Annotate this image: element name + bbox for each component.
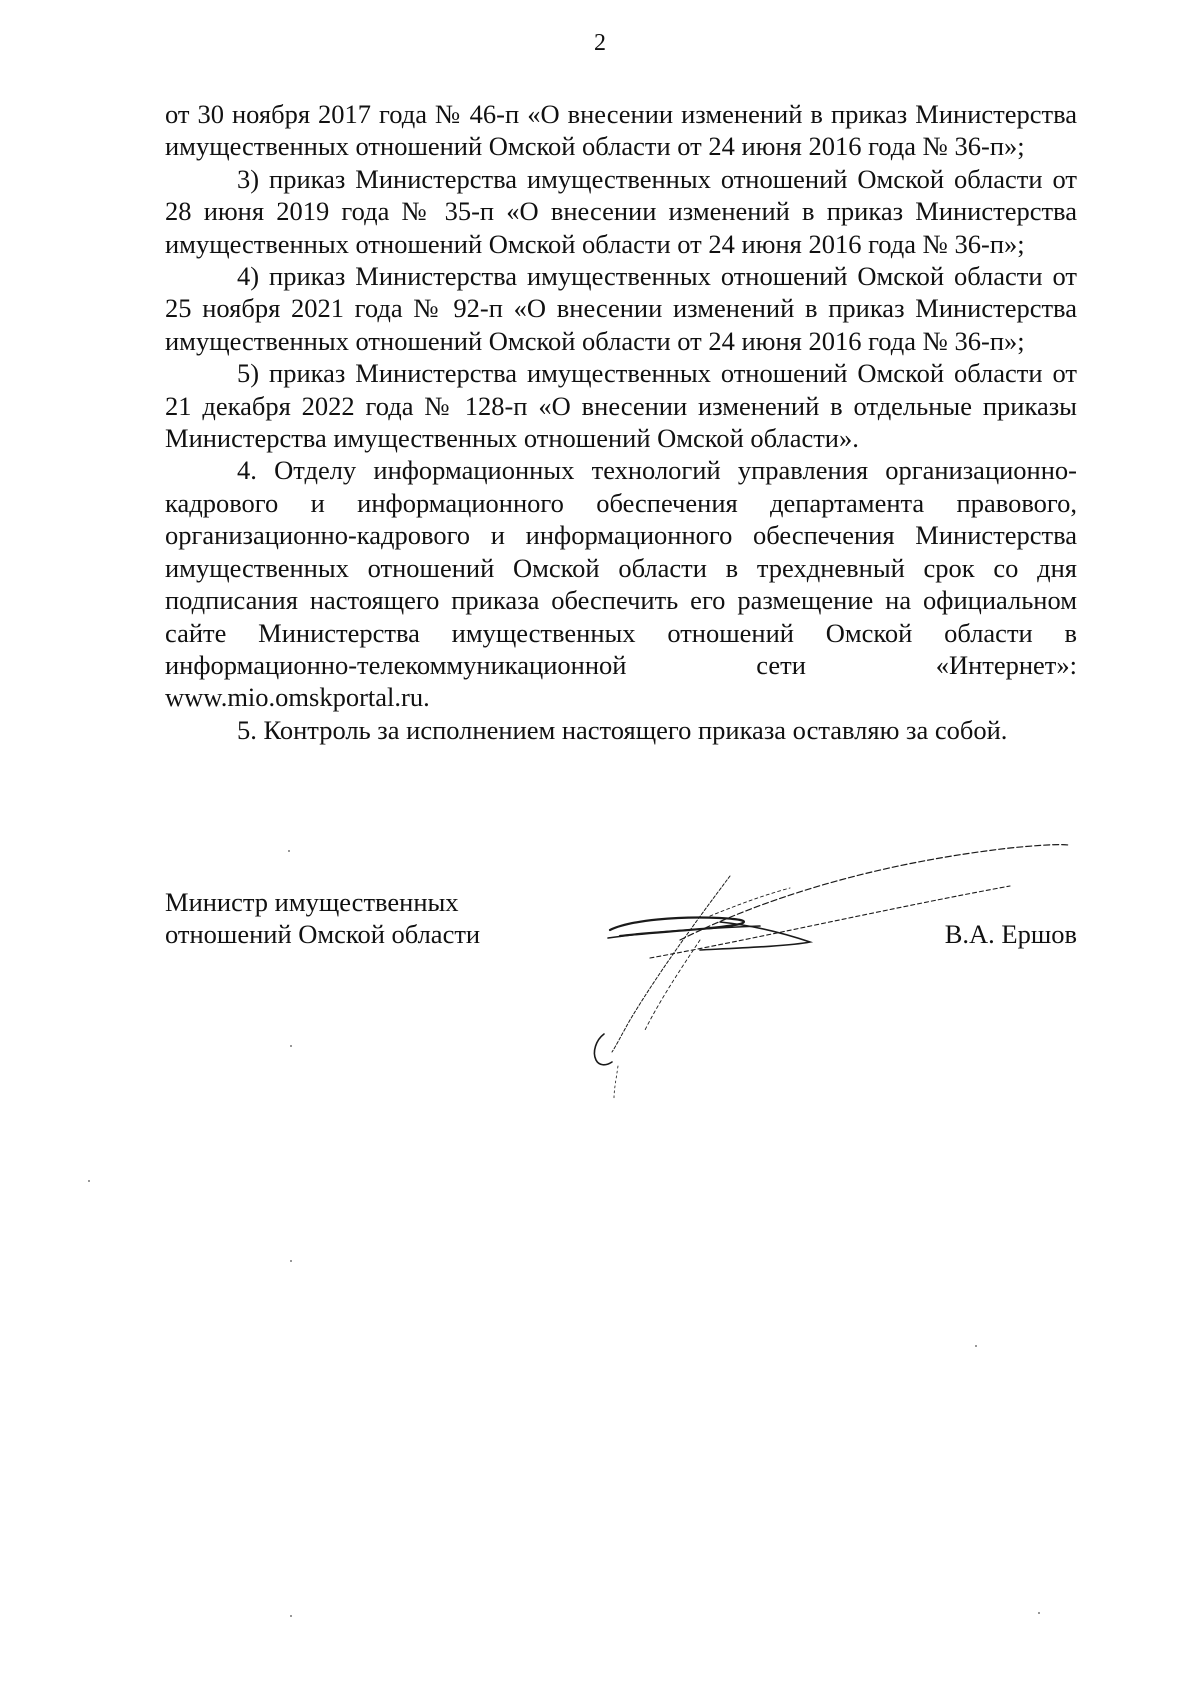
handwritten-signature [590, 820, 1120, 1100]
paragraph-clause-5: 5. Контроль за исполнением настоящего приказа оставляю за собой. [237, 714, 1008, 745]
document-body [165, 98, 1077, 746]
signature-block [165, 886, 1077, 951]
paragraph-item-5: 5) приказ Министерства имущественных отношений Омской области от 21 декабря 2022 года № 128-п «О внесении изменений в отдельные приказы Министерства имущественных отношений Омской области». [165, 358, 1077, 454]
scan-speck [975, 1345, 977, 1347]
signatory-title-line1: Министр имущественных [165, 887, 459, 917]
paragraph-continuation: от 30 ноября 2017 года № 46-п «О внесении изменений в приказ Министерства имущественных отношений Омской области от 24 июня 2016 года № 36-п»; [165, 99, 1077, 162]
signatory-title-line2: отношений Омской области [165, 919, 481, 950]
scan-speck [1038, 1612, 1040, 1614]
page-number: 2 [594, 30, 606, 56]
scan-speck [288, 850, 290, 852]
scan-speck [290, 1045, 292, 1047]
scan-speck [290, 1260, 292, 1262]
paragraph-item-3: 3) приказ Министерства имущественных отношений Омской области от 28 июня 2019 года № 35-п «О внесении изменений в приказ Министерства имущественных отношений Омской области от 24 июня 2016 года № 36-п»; [165, 163, 1077, 259]
scan-speck [290, 1615, 292, 1617]
paragraph-item-4: 4) приказ Министерства имущественных отношений Омской области от 25 ноября 2021 года № 92-п «О внесении изменений в приказ Министерства имущественных отношений Омской области от 24 июня 2016 года № 36-п»; [165, 261, 1077, 356]
signatory-name: В.А. Ершов [944, 919, 1077, 950]
paragraph-clause-4: 4. Отделу информационных технологий управления организационно-кадрового и информационного обеспечения департамента правового, организационно-кадрового и информационного обеспечения Министерства имущественных отношений Омской области в трехдневный срок со дня подписания настоящего приказа обеспечить его размещение на официальном сайте Министерства имущественных отношений Омской области в информационно-телекоммуникационной сети «Интернет»: www.mio.omskportal.ru. [165, 455, 1077, 713]
scan-speck [88, 1180, 90, 1182]
